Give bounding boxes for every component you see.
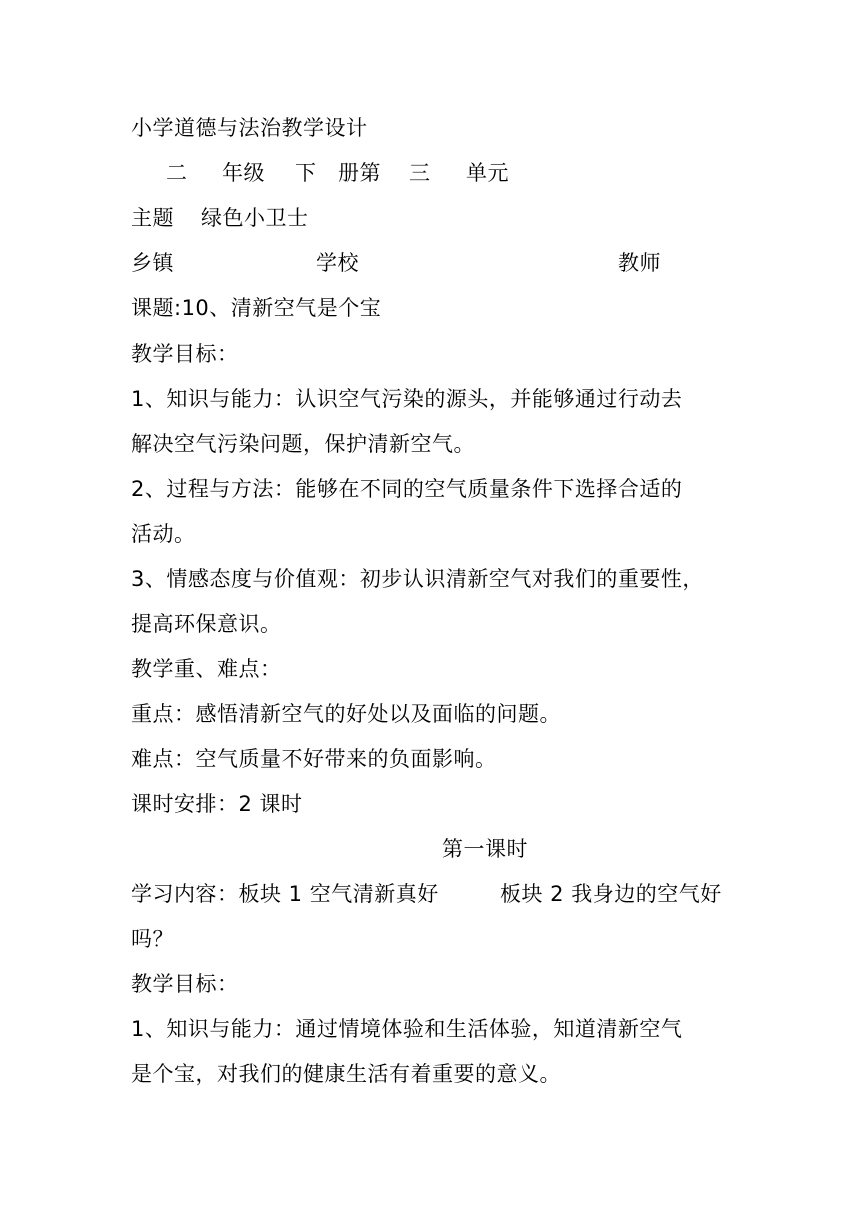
first-lesson-objective-1-line-2: 是个宝，对我们的健康生活有着重要的意义。	[131, 1062, 561, 1086]
objective-1-line-1: 1、知识与能力：认识空气污染的源头，并能够通过行动去	[131, 387, 683, 411]
key-point: 重点：感悟清新空气的好处以及面临的问题。	[131, 702, 561, 726]
first-lesson-objectives-heading: 教学目标：	[131, 972, 239, 996]
school-label: 学校	[316, 251, 359, 275]
theme-label: 主题	[131, 206, 174, 230]
grade-label: 年级	[222, 161, 265, 185]
volume-label: 册第	[338, 161, 381, 185]
lesson-title: 课题:10、清新空气是个宝	[131, 296, 382, 320]
first-lesson-content-line-2: 吗？	[131, 927, 174, 951]
schedule-line: 课时安排：2 课时	[131, 792, 303, 816]
unit-value: 三	[409, 161, 431, 185]
theme-value: 绿色小卫士	[201, 206, 309, 230]
objective-2-line-1: 2、过程与方法：能够在不同的空气质量条件下选择合适的	[131, 477, 683, 501]
unit-label: 单元	[466, 161, 509, 185]
objective-2-line-2: 活动。	[131, 522, 196, 546]
grade-value: 二	[166, 161, 188, 185]
objectives-heading: 教学目标：	[131, 342, 239, 366]
key-points-heading: 教学重、难点：	[131, 657, 282, 681]
objective-3-line-2: 提高环保意识。	[131, 612, 282, 636]
volume-value: 下	[295, 161, 317, 185]
township-label: 乡镇	[131, 251, 174, 275]
objective-1-line-2: 解决空气污染问题，保护清新空气。	[131, 432, 475, 456]
teacher-label: 教师	[618, 251, 661, 275]
content-block-2: 板块 2 我身边的空气好	[500, 882, 722, 906]
document-title: 小学道德与法治教学设计	[131, 116, 368, 140]
first-lesson-content-line-1	[0, 880, 860, 908]
first-lesson-objective-1-line-1: 1、知识与能力：通过情境体验和生活体验，知道清新空气	[131, 1017, 683, 1041]
content-block-1: 学习内容：板块 1 空气清新真好	[131, 882, 439, 906]
grade-line	[0, 159, 860, 187]
info-line	[0, 249, 860, 277]
difficulty-point: 难点：空气质量不好带来的负面影响。	[131, 747, 497, 771]
theme-line	[0, 204, 860, 232]
first-lesson-heading: 第一课时	[442, 837, 528, 861]
objective-3-line-1: 3、情感态度与价值观：初步认识清新空气对我们的重要性，	[131, 567, 704, 591]
